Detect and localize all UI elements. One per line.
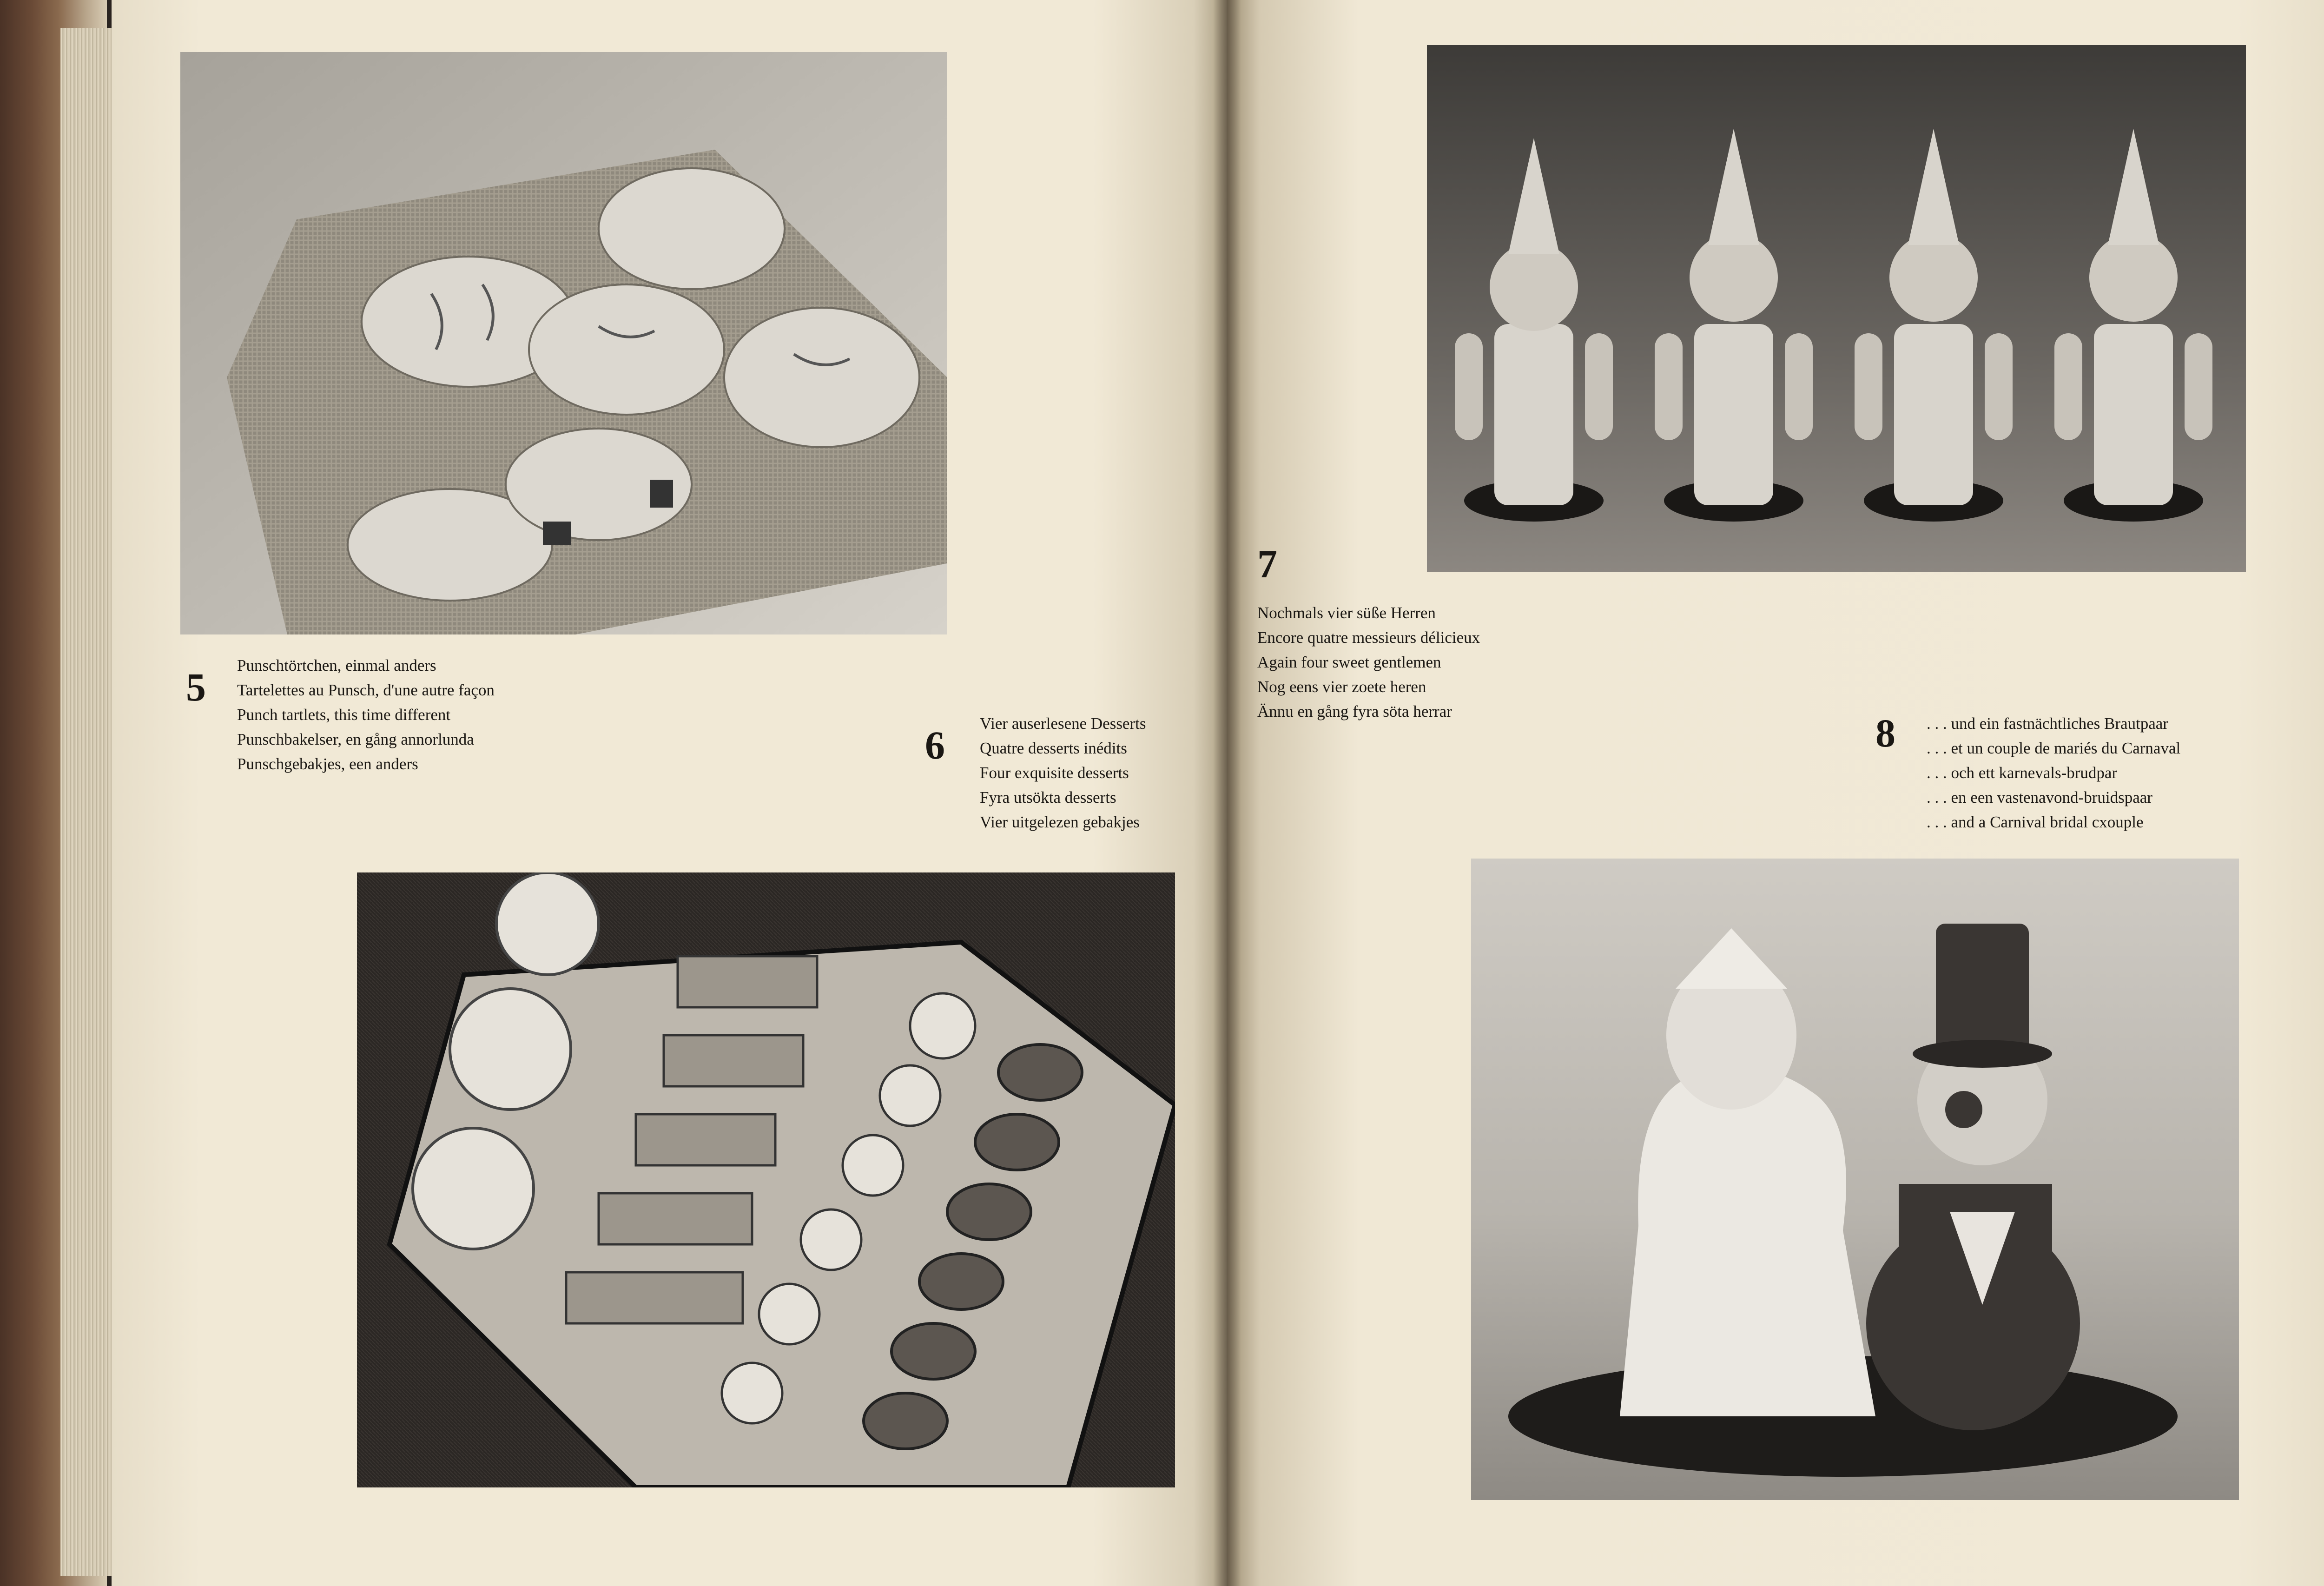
caption-line: Punch tartlets, this time different [237, 706, 451, 724]
marzipan-bridal-couple-icon [1471, 859, 2239, 1500]
caption-line: Tartelettes au Punsch, d'une autre façon [237, 681, 495, 699]
desserts-tray-icon [357, 872, 1175, 1487]
caption-line: . . . et un couple de mariés du Carnaval [1927, 739, 2181, 757]
caption-number: 7 [1257, 542, 1277, 586]
caption-5 [186, 653, 651, 793]
caption-line: Vier auserlesene Desserts [980, 714, 1146, 733]
caption-line: Punschbakelser, en gång annorlunda [237, 730, 474, 748]
caption-line: . . . och ett karnevals-brudpar [1927, 764, 2118, 782]
caption-text [1257, 601, 1480, 724]
caption-text [237, 653, 495, 776]
caption-6 [925, 711, 1185, 851]
photo-punch-tartlets [180, 52, 947, 634]
book-gutter [1213, 0, 1241, 1586]
caption-line: Encore quatre messieurs délicieux [1257, 628, 1480, 647]
caption-line: Nochmals vier süße Herren [1257, 604, 1436, 622]
caption-line: Again four sweet gentlemen [1257, 653, 1441, 671]
caption-line: Four exquisite desserts [980, 764, 1129, 782]
caption-text [980, 711, 1146, 834]
caption-line: Punschtörtchen, einmal anders [237, 656, 436, 674]
caption-line: Nog eens vier zoete heren [1257, 678, 1426, 696]
caption-line: . . . and a Carnival bridal cxouple [1927, 813, 2144, 831]
caption-number: 5 [186, 665, 206, 709]
caption-line: Ännu en gång fyra söta herrar [1257, 702, 1452, 720]
caption-text [1927, 711, 2180, 834]
caption-8 [1875, 711, 2294, 851]
photo-marzipan-clowns [1427, 45, 2246, 572]
caption-number: 8 [1875, 711, 1895, 755]
punch-tartlets-icon [180, 52, 947, 634]
caption-line: Quatre desserts inédits [980, 739, 1127, 757]
marzipan-clowns-icon [1427, 45, 2246, 572]
caption-line: . . . en een vastenavond-bruidspaar [1927, 788, 2152, 806]
caption-line: . . . und ein fastnächtliches Brautpaar [1927, 714, 2168, 733]
caption-7 [1257, 544, 1629, 730]
photo-desserts-tray [357, 872, 1175, 1487]
caption-line: Fyra utsökta desserts [980, 788, 1116, 806]
caption-line: Punschgebakjes, een anders [237, 755, 418, 773]
page-stack-edge [60, 28, 116, 1576]
photo-marzipan-couple [1471, 859, 2239, 1500]
caption-number: 6 [925, 723, 945, 767]
caption-line: Vier uitgelezen gebakjes [980, 813, 1140, 831]
